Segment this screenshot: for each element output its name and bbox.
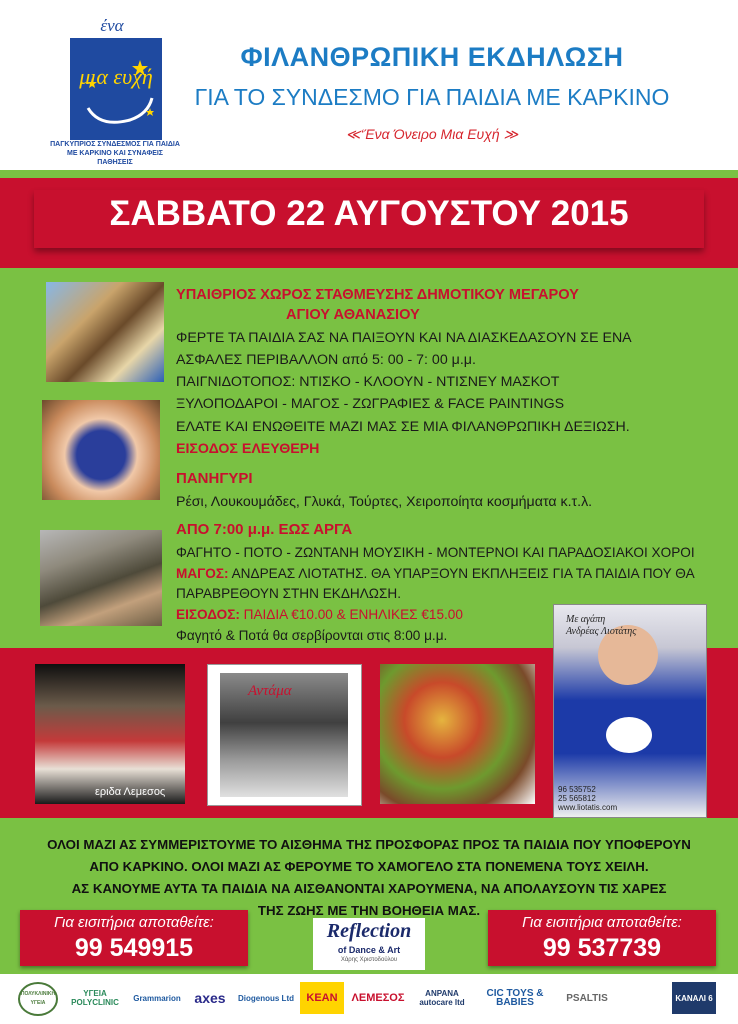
fair-title: ΠΑΝΗΓΥΡΙ	[176, 470, 253, 487]
closing-line-3: ΑΣ ΚΑΝΟΥΜΕ ΑΥΤΑ ΤΑ ΠΑΙΔΙΑ ΝΑ ΑΙΣΘΑΝΟΝΤΑΙ ΧΑΡΟΥΜΕΝΑ, ΝΑ ΑΠΟΛΑΥΣΟΥΝ ΤΙΣ ΧΑΡΕΣ	[71, 881, 667, 896]
closing-message	[30, 834, 708, 922]
logo-text-1: ένα	[100, 16, 124, 35]
reflection-name: Reflection	[326, 920, 412, 942]
sponsor-8	[410, 982, 474, 1014]
magician-contacts	[558, 785, 617, 812]
food-time: Φαγητό & Ποτά θα σερβίρονται στις 8:00 μ.μ.	[176, 628, 448, 643]
band-caption: Αντάμα	[248, 683, 292, 699]
entry-prices: ΠΑΙΔΙΑ €10.00 & ΕΝΗΛΙΚΕΣ €15.00	[239, 607, 463, 622]
magician-label: ΜΑΓΟΣ:	[176, 566, 229, 581]
page-subtitle: ΓΙΑ ΤΟ ΣΥΝΔΕΣΜΟ ΓΙΑ ΠΑΙΔΙΑ ΜΕ ΚΑΡΚΙΝΟ	[194, 84, 670, 110]
logo-text-3: μια ευχή	[79, 64, 153, 89]
mascots-photo	[46, 282, 164, 382]
ticket-label-2: Για εισιτήρια αποταθείτε:	[522, 914, 682, 931]
free-entry: ΕΙΣΟΔΟΣ ΕΛΕΥΘΕΡΗ	[176, 441, 320, 457]
food-photo	[380, 664, 535, 804]
group-caption: εριδα Λεμεσος	[95, 786, 166, 798]
venue-line-2: ΑΓΙΟΥ ΑΘΑΝΑΣΙΟΥ	[286, 307, 420, 323]
magician-text: ΑΝΔΡΕΑΣ ΛΙΟΤΑΤΗΣ. ΘΑ ΥΠΑΡΞΟΥΝ ΕΚΠΛΗΞΕΙΣ ΓΙΑ ΤΑ ΠΑΙΔΙΑ ΠΟΥ ΘΑ	[228, 566, 695, 581]
event-date: ΣΑΒΒΑΤΟ 22 ΑΥΓΟΥΣΤΟΥ 2015	[109, 194, 629, 233]
magician-phone-2: 25 565812	[558, 794, 596, 803]
venue-line-1: ΥΠΑΙΘΡΙΟΣ ΧΩΡΟΣ ΣΤΑΘΜΕΥΣΗΣ ΔΗΜΟΤΙΚΟΥ ΜΕΓΑΡΟΥ	[176, 287, 579, 303]
sponsor-11-name: ΚΑΝΑΛΙ 6	[675, 993, 713, 1003]
sponsor-8-name: ΑΝΡΑΝΑ autocare ltd	[419, 989, 465, 1007]
sponsor-1	[18, 982, 58, 1016]
sponsor-4-name: axes	[194, 989, 226, 1006]
reflection-logo	[313, 918, 425, 970]
sponsor-6	[300, 982, 344, 1014]
sponsor-7-name: ΛΕΜΕΣΟΣ	[351, 991, 405, 1004]
magician-caption-1: Με αγάπη	[566, 614, 606, 625]
entry-line	[176, 607, 463, 622]
ticket-box-1	[20, 910, 248, 966]
sponsor-5	[238, 982, 294, 1014]
dance-group-photo	[35, 664, 185, 804]
sponsor-5-name: Diogenous Ltd	[238, 993, 294, 1003]
ticket-phone-1: 99 549915	[74, 934, 194, 962]
evening-line-1: ΦΑΓΗΤΟ - ΠΟΤΟ - ΖΩΝΤΑΝΗ ΜΟΥΣΙΚΗ - ΜΟΝΤΕΡΝΟΙ ΚΑΙ ΠΑΡΑΔΟΣΙΑΚΟΙ ΧΟΡΟΙ	[176, 545, 695, 560]
header-area	[0, 0, 738, 170]
sponsor-3	[134, 982, 180, 1014]
kids-line-2: ΑΣΦΑΛΕΣ ΠΕΡΙΒΑΛΛΟΝ από 5: 00 - 7: 00 μ.μ.	[176, 352, 476, 368]
evening-title: ΑΠΟ 7:00 μ.μ. ΕΩΣ ΑΡΓΑ	[176, 521, 353, 538]
charity-logo	[56, 16, 168, 140]
magician-caption	[566, 614, 636, 638]
kids-line-5: ΕΛΑΤΕ ΚΑΙ ΕΝΩΘΕΙΤΕ ΜΑΖΙ ΜΑΣ ΣΕ ΜΙΑ ΦΙΛΑΝΘΡΩΠΙΚΗ ΔΕΞΙΩΣΗ.	[176, 419, 630, 435]
sponsor-6-name: KEAN	[306, 991, 338, 1004]
evening-line-2	[176, 566, 695, 581]
ticket-label-1: Για εισιτήρια αποταθείτε:	[54, 914, 214, 931]
sponsor-11	[672, 982, 716, 1014]
sponsor-strip	[0, 974, 738, 1024]
face-paint-photo	[42, 400, 160, 500]
closing-line-4: ΤΗΣ ΖΩΗΣ ΜΕ ΤΗΝ ΒΟΗΘΕΙΑ ΜΑΣ.	[257, 903, 481, 918]
evening-line-3: ΠΑΡΑΒΡΕΘΟΥΝ ΣΤΗΝ ΕΚΔΗΛΩΣΗ.	[176, 586, 401, 601]
closing-line-1: ΟΛΟΙ ΜΑΖΙ ΑΣ ΣΥΜΜΕΡΙΣΤΟΥΜΕ ΤΟ ΑΙΣΘΗΜΑ ΤΗΣ ΠΡΟΣΦΟΡΑΣ ΠΡΟΣ ΤΑ ΠΑΙΔΙΑ ΠΟΥ ΥΠΟΦΕΡΟΥΝ	[47, 837, 691, 852]
band-photo	[207, 664, 362, 806]
closing-line-2: ΑΠΟ ΚΑΡΚΙΝΟ. ΟΛΟΙ ΜΑΖΙ ΑΣ ΦΕΡΟΥΜΕ ΤΟ ΧΑΜΟΓΕΛΟ ΣΤΑ ΠΟΝΕΜΕΝΑ ΤΟΥΣ ΧΕΙΛΗ.	[89, 859, 649, 874]
cooking-photo	[40, 530, 162, 626]
reflection-sub: of Dance & Art	[337, 945, 401, 955]
kids-line-4: ΞΥΛΟΠΟΔΑΡΟΙ - ΜΑΓΟΣ - ΖΩΓΡΑΦΙΕΣ & FACE PAINTINGS	[176, 396, 565, 412]
sponsor-9	[480, 982, 550, 1014]
ticket-box-2	[488, 910, 716, 966]
sponsor-10	[556, 982, 618, 1014]
magician-web: www.liotatis.com	[558, 803, 618, 812]
sponsor-10-name: PSALTIS	[566, 992, 608, 1004]
sponsor-2-name: ΥΓΕΙΑ POLYCLINIC	[71, 989, 119, 1007]
magician-phone-1: 96 535752	[558, 785, 596, 794]
sponsor-3-name: Grammarion	[133, 993, 181, 1003]
logo-subtitle: ΠΑΓΚΥΠΡΙΟΣ ΣΥΝΔΕΣΜΟΣ ΓΙΑ ΠΑΙΔΙΑ ΜΕ ΚΑΡΚΙΝΟ ΚΑΙ ΣΥΝΑΦΕΙΣ ΠΑΘΗΣΕΙΣ	[50, 141, 180, 166]
sponsor-1-name: ΠΟΛΥΚΛΙΝΙΚΗ ΥΓΕΙΑ	[20, 991, 56, 1006]
kids-line-3: ΠΑΙΓΝΙΔΟΤΟΠΟΣ: ΝΤΙΣΚΟ - ΚΛΟΟΥΝ - ΝΤΙΣΝΕΥ ΜΑΣΚΟΤ	[176, 374, 560, 390]
sponsor-7	[350, 982, 406, 1014]
fair-items: Ρέσι, Λουκουμάδες, Γλυκά, Τούρτες, Χειροποίητα κοσμήματα κ.τ.λ.	[176, 494, 593, 510]
entry-label: ΕΙΣΟΔΟΣ:	[176, 607, 240, 622]
page-title: ΦΙΛΑΝΘΡΩΠΙΚΗ ΕΚΔΗΛΩΣΗ	[240, 42, 624, 72]
ticket-phone-2: 99 537739	[542, 934, 662, 962]
kids-line-1: ΦΕΡΤΕ ΤΑ ΠΑΙΔΙΑ ΣΑΣ ΝΑ ΠΑΙΞΟΥΝ ΚΑΙ ΝΑ ΔΙΑΣΚΕΔΑΣΟΥΝ ΣΕ ΕΝΑ	[176, 330, 632, 346]
sponsor-9-name: CIC TOYS & BABIES	[486, 988, 544, 1008]
doves	[606, 717, 652, 753]
sponsor-2	[62, 982, 128, 1014]
sponsor-4	[186, 982, 234, 1014]
tagline: ≪‘Ένα Όνειρο Μια Ευχή ≫	[345, 126, 519, 142]
reflection-owner: Χάρης Χριστοδούλου	[340, 957, 398, 963]
magician-caption-2: Ανδρέας Λιοτάτης	[566, 626, 637, 637]
